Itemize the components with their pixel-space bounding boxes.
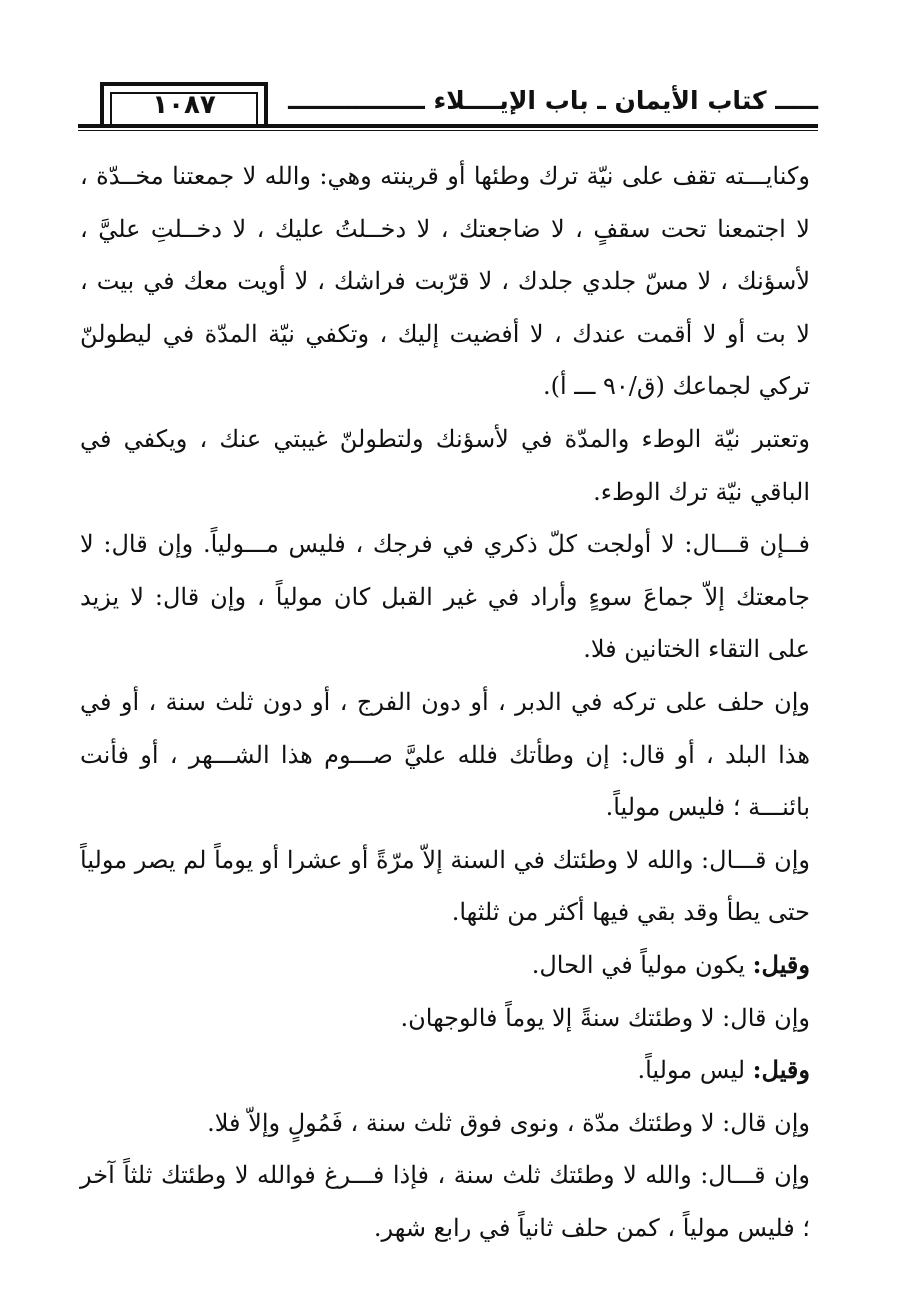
paragraph-text: فــإن قـــال: لا أولجت كلّ ذكري في فرجك ، فليس مـــولياً. وإن قال: لا جامعتك إلاّ جماعَ سوءٍ وأراد في غير القبل كان مولياً ، وإن قال: لا يزيد على التقاء الختانين فلا. [80, 530, 810, 664]
paragraph-text: وإن قـــال: والله لا وطئتك في السنة إلاّ مرّةً أو عشرا أو يوماً لم يصر مولياً حتى يطأ وقد بقي فيها أكثر من ثلثها. [80, 845, 810, 927]
paragraph-5 [80, 834, 810, 939]
paragraph-text: يكون مولياً في الحال. [531, 950, 746, 979]
qil-lead: وقيل: [752, 1055, 810, 1085]
running-title: ـــــ كتاب الأيمان ـ باب الإيــــلاء ــــــــــــــــ [278, 86, 818, 115]
paragraph-text: ليس مولياً. [637, 1056, 746, 1085]
paragraph-4 [80, 676, 810, 834]
header-rule-thin [78, 130, 818, 131]
page-number: ١٠٨٧ [152, 90, 216, 120]
paragraph-text: وكنايـــته تقف على نيّة ترك وطئها أو قرينته وهي: والله لا جمعتنا مخــدّة ، لا اجتمعنا تحت سقفٍ ، لا ضاجعتك ، لا دخــلتُ عليك ، لا دخــلتِ عليَّ ، لأسؤنك ، لا مسّ جلدي جلدك ، لا قرّبت فراشك ، لا أويت معك في بيت ، لا بت أو لا أقمت عندك ، لا أفضيت إليك ، وتكفي نيّة المدّة في ليطولنّ تركي لجماعك (ق/٩٠ ـــ أ). [80, 162, 811, 401]
paragraph-2 [80, 413, 810, 518]
qil-lead: وقيل: [752, 949, 810, 979]
paragraph-6 [80, 939, 810, 992]
paragraph-text: وإن قـــال: والله لا وطئتك ثلث سنة ، فإذا فـــرغ فوالله لا وطئتك ثلثاً آخر ؛ فليس مولياً ، كمن حلف ثانياً في رابع شهر. [80, 1161, 810, 1242]
paragraph-3 [80, 518, 810, 676]
paragraph-10 [80, 1149, 810, 1254]
paragraph-text: وإن قال: لا وطئتك مدّة ، ونوى فوق ثلث سنة ، فَمُولٍ وإلاّ فلا. [207, 1108, 810, 1137]
page-body [80, 150, 810, 1254]
page-header [78, 82, 818, 134]
paragraph-text: وإن حلف على تركه في الدبر ، أو دون الفرج ، أو دون ثلث سنة ، أو في هذا البلد ، أو قال: إن وطأتك فلله عليَّ صـــوم هذا الشـــهر ، أو فأنت بائنـــة ؛ فليس مولياً. [80, 687, 811, 822]
paragraph-9 [80, 1097, 810, 1150]
page-number-box [100, 82, 268, 124]
paragraph-text: وإن قال: لا وطئتك سنةً إلا يوماً فالوجهان. [400, 1003, 810, 1032]
paragraph-1 [80, 150, 810, 413]
paragraph-7 [80, 992, 810, 1045]
paragraph-text: وتعتبر نيّة الوطء والمدّة في لأسؤنك ولتطولنّ غيبتي عنك ، ويكفي في الباقي نيّة ترك الوطء. [80, 424, 811, 506]
paragraph-8 [80, 1044, 810, 1097]
header-rule-thick [78, 124, 818, 128]
